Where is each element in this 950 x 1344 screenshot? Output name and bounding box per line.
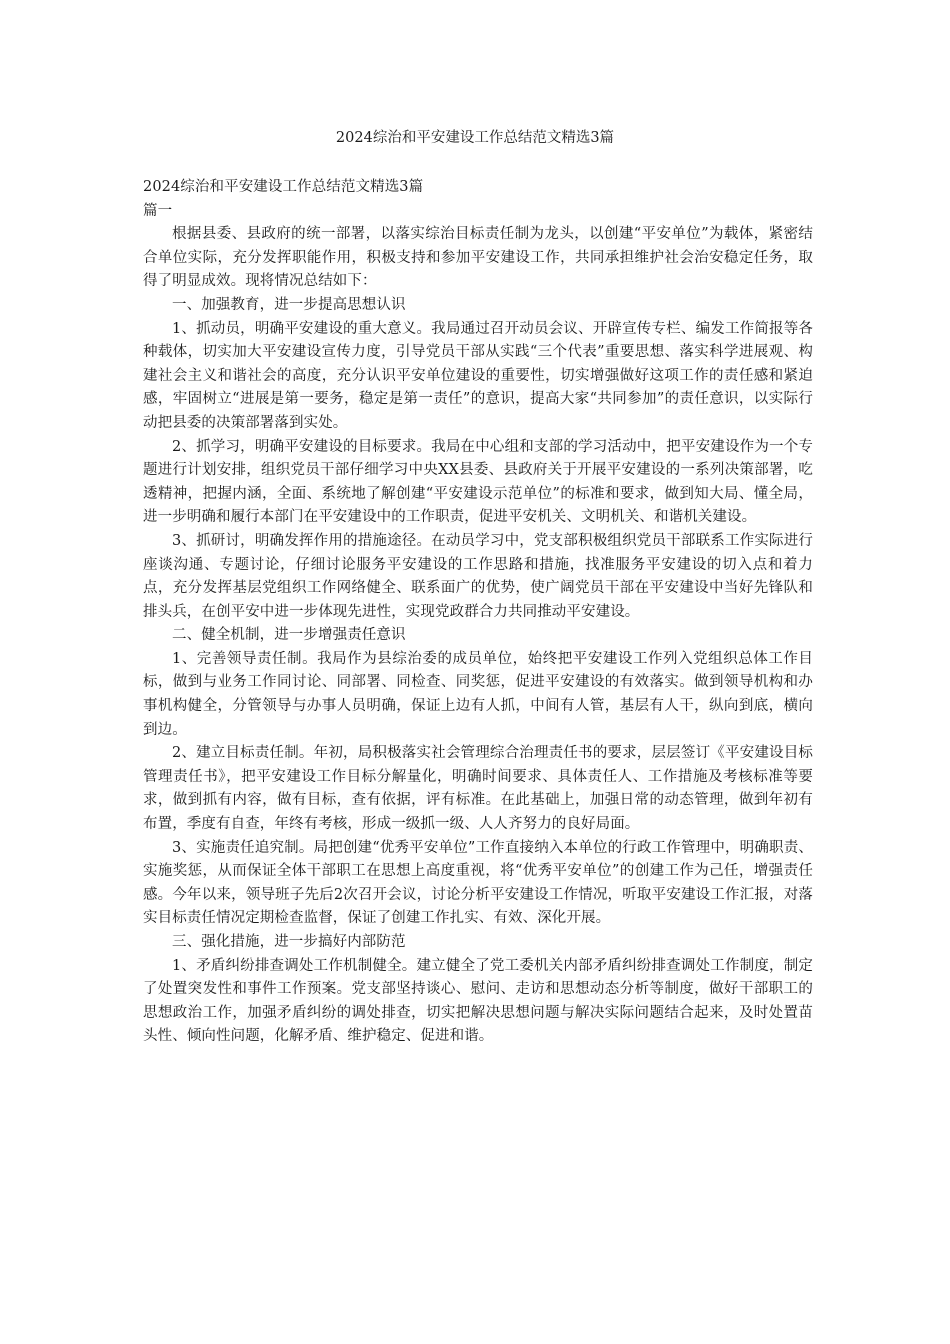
section-heading-1: 一、加强教育，进一步提高思想认识 [172,296,406,313]
paragraph-1-1: 1、抓动员，明确平安建设的重大意义。我局通过召开动员会议、开辟宣传专栏、编发工作简报等各种载体，切实加大平安建设宣传力度，引导党员干部从实践“三个代表”重要思想、落实科学进展观、构建社会主义和谐社会的高度，充分认识平安单位建设的重要性，切实增强做好这项工作的责任感和紧迫感，牢固树立“进展是第一要务，稳定是第一责任”的意识，提高大家“共同参加”的责任意识，以实际行动把县委的决策部署落到实处。 [143,320,813,431]
document-title: 2024综治和平安建设工作总结范文精选3篇 [335,130,615,146]
paragraph-1-3: 3、抓研讨，明确发挥作用的措施途径。在动员学习中，党支部积极组织党员干部联系工作实际进行座谈沟通、专题讨论，仔细讨论服务平安建设的工作思路和措施，找准服务平安建设的切入点和着力点，充分发挥基层党组织工作网络健全、联系面广的优势，使广阔党员干部在平安建设中当好先锋队和排头兵，在创平安中进一步体现先进性，实现党政群合力共同推动平安建设。 [143,532,813,620]
paragraph-3-1: 1、矛盾纠纷排查调处工作机制健全。建立健全了党工委机关内部矛盾纠纷排查调处工作制度，制定了处置突发性和事件工作预案。党支部坚持谈心、慰问、走访和思想动态分析等制度，做好干部职工的思想政治工作，加强矛盾纠纷的调处排查，切实把解决思想问题与解决实际问题结合起来，及时处置苗头性、倾向性问题，化解矛盾、维护稳定、促进和谐。 [143,957,813,1045]
paragraph-2-3: 3、实施责任追究制。局把创建“优秀平安单位”工作直接纳入本单位的行政工作管理中，明确职责、实施奖惩，从而保证全体干部职工在思想上高度重视，将“优秀平安单位”的创建工作为己任，增强责任感。今年以来，领导班子先后2次召开会议，讨论分析平安建设工作情况，听取平安建设工作汇报，对落实目标责任情况定期检查监督，保证了创建工作扎实、有效、深化开展。 [143,839,813,927]
section-heading-3: 三、强化措施，进一步搞好内部防范 [172,934,406,950]
section-label: 篇一 [143,202,173,219]
document-subtitle: 2024综治和平安建设工作总结范文精选3篇 [143,179,424,195]
paragraph-2-1: 1、完善领导责任制。我局作为县综治委的成员单位，始终把平安建设工作列入党组织总体工作目标，做到与业务工作同讨论、同部署、同检查、同奖惩，促进平安建设的有效落实。做到领导机构和办事机构健全，分管领导与办事人员明确，保证上边有人抓，中间有人管，基层有人干，纵向到底，横向到边。 [143,650,813,738]
paragraph-2-2: 2、建立目标责任制。年初，局积极落实社会管理综合治理责任书的要求，层层签订《平安建设目标管理责任书》，把平安建设工作目标分解量化，明确时间要求、具体责任人、工作措施及考核标准等要求，做到抓有内容，做有目标，查有依据，评有标准。在此基础上，加强日常的动态管理，做到年初有布置，季度有自查，年终有考核，形成一级抓一级、人人齐努力的良好局面。 [143,745,813,833]
document-body [143,176,813,1049]
section-heading-2: 二、健全机制，进一步增强责任意识 [172,627,406,644]
intro-paragraph: 根据县委、县政府的统一部署，以落实综治目标责任制为龙头，以创建“平安单位”为载体，紧密结合单位实际，充分发挥职能作用，积极支持和参加平安建设工作，共同承担维护社会治安稳定任务，取得了明显成效。现将情况总结如下： [143,226,813,290]
paragraph-1-2: 2、抓学习，明确平安建设的目标要求。我局在中心组和支部的学习活动中，把平安建设作为一个专题进行计划安排，组织党员干部仔细学习中央XX县委、县政府关于开展平安建设的一系列决策部署，吃透精神，把握内涵，全面、系统地了解创建“平安建设示范单位”的标准和要求，做到知大局、懂全局，进一步明确和履行本部门在平安建设中的工作职责，促进平安机关、文明机关、和谐机关建设。 [143,438,813,526]
